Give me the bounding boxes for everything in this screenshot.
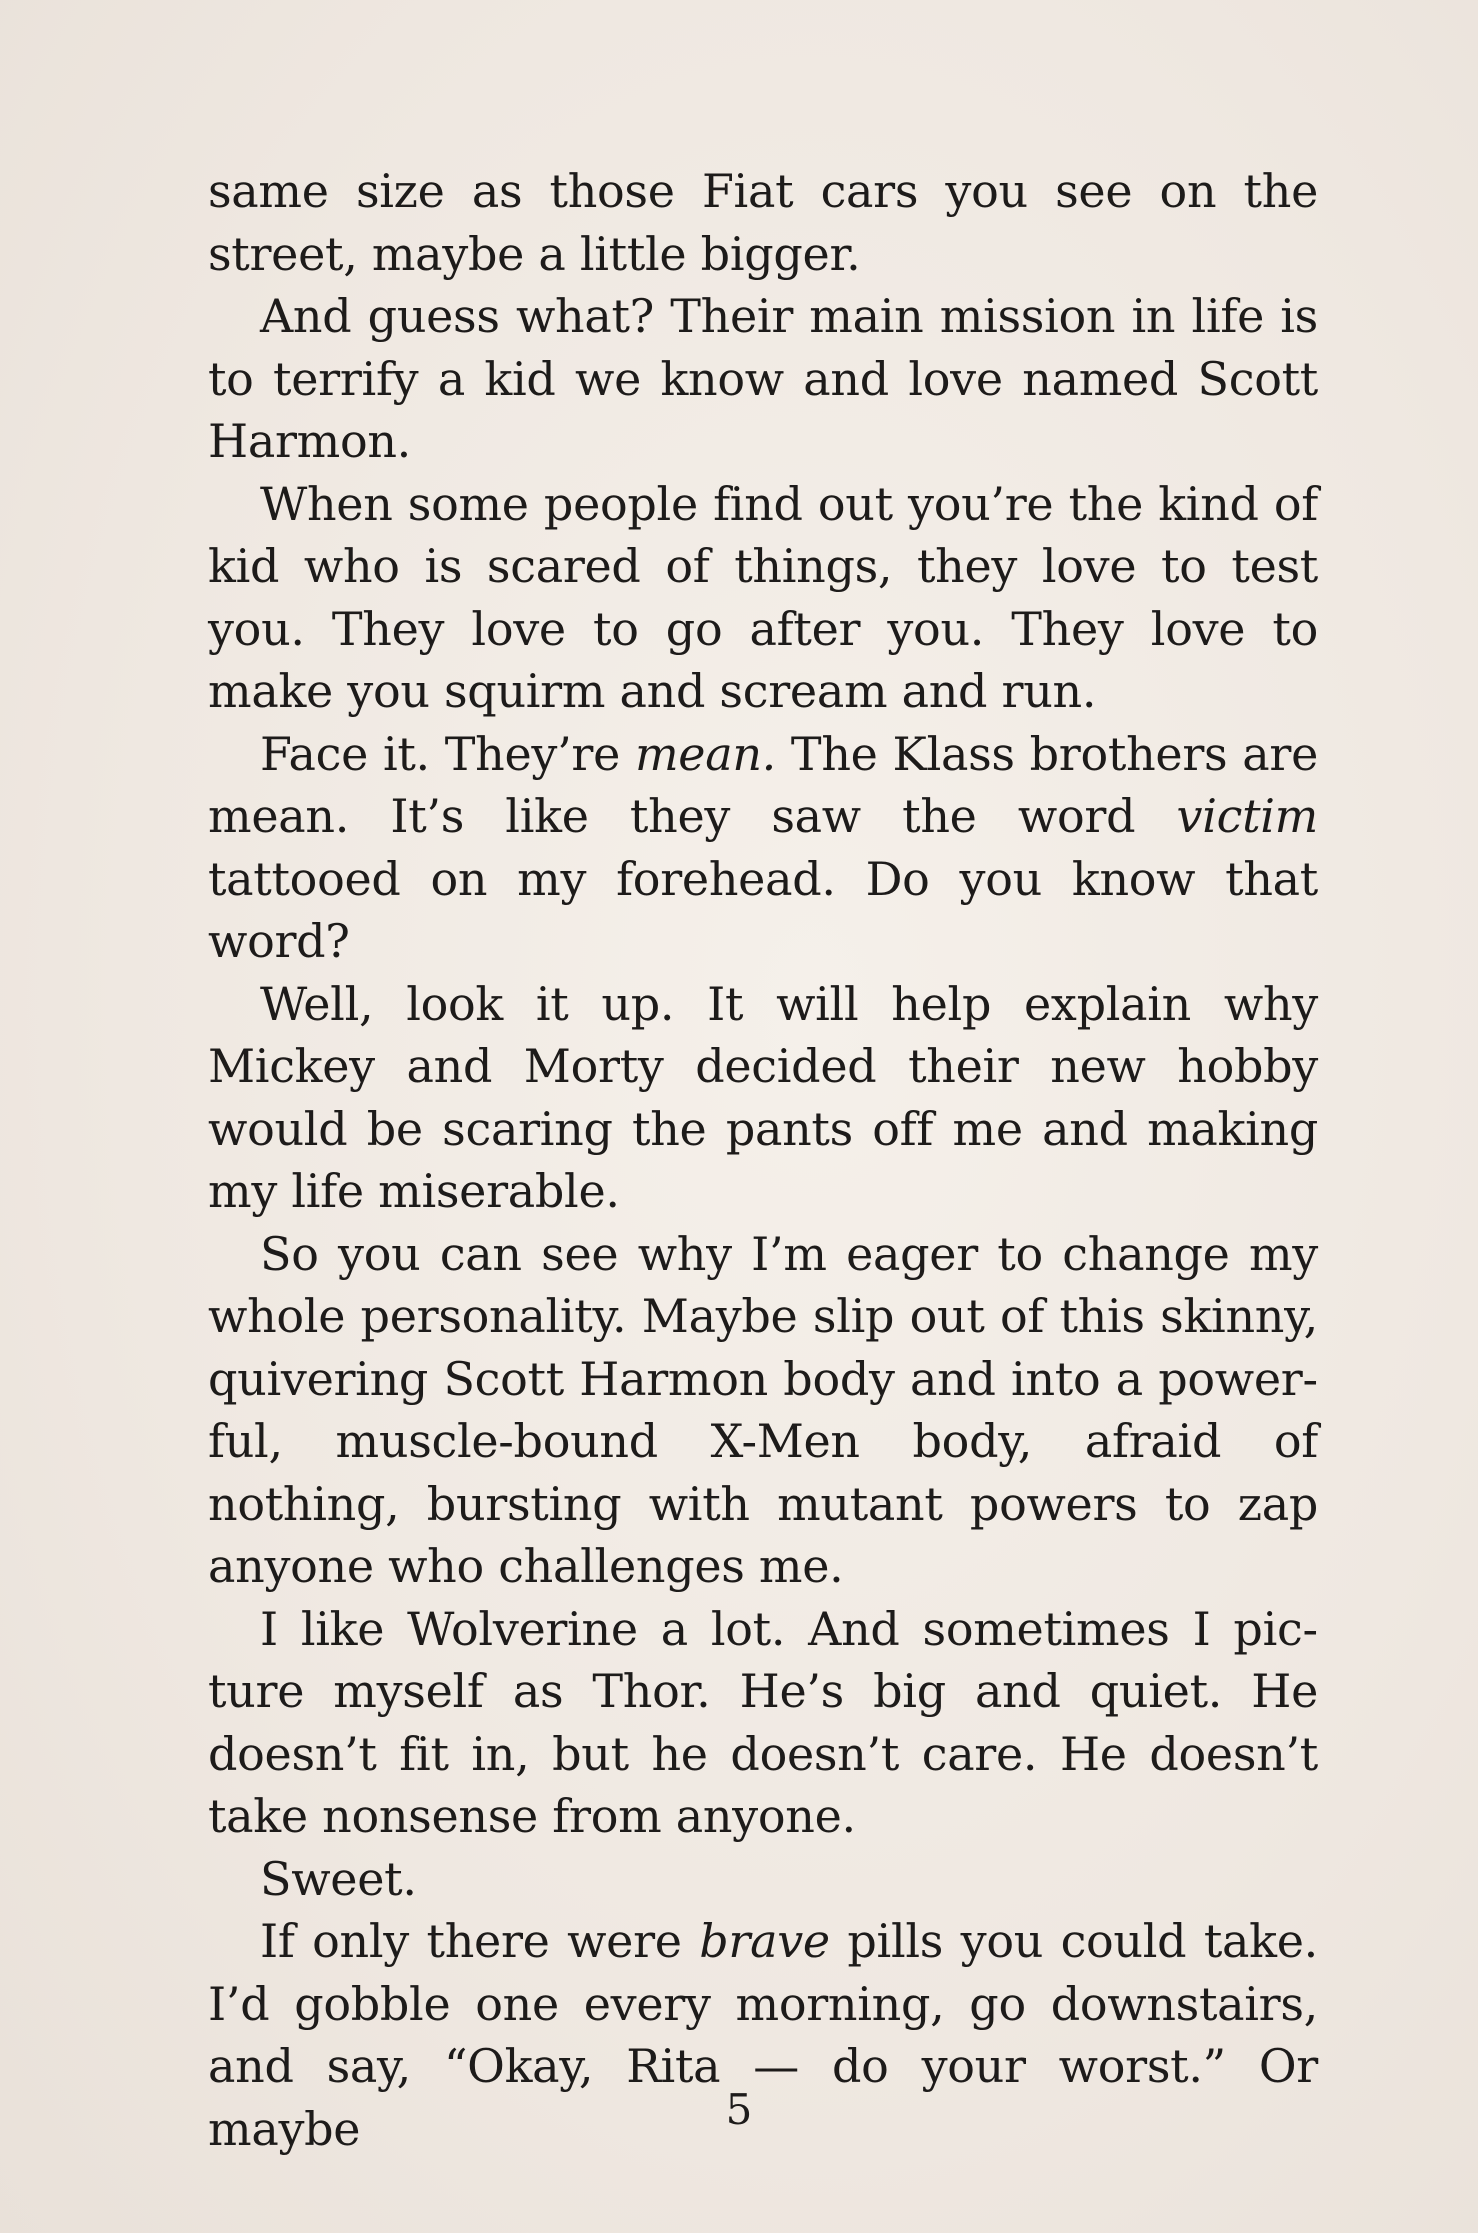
text-run: Sweet.	[260, 1851, 417, 1906]
paragraph	[208, 285, 1318, 473]
paragraph	[208, 723, 1318, 973]
paragraph	[208, 1848, 1318, 1911]
text-run: pills you could take. I’d gobble one every morning, go downstairs, and say, “Okay, Rita — do your worst.” Or maybe	[208, 1914, 1318, 2156]
italic-text: victim	[1176, 789, 1318, 843]
text-run: The Klass brothers are mean. It’s like they saw the word	[208, 726, 1318, 843]
paragraph	[208, 160, 1318, 285]
text-run: I like Wolverine a lot. And sometimes I picture myself as Thor. He’s big and quiet. He doesn’t fit in, but he doesn’t care. He doesn’t take nonsense from anyone.	[208, 1601, 1318, 1843]
text-run: When some people find out you’re the kind of kid who is scared of things, they love to test you. They love to go after you. They love to make you squirm and scream and run.	[208, 476, 1318, 718]
text-run: So you can see why I’m eager to change my whole personality. Maybe slip out of this skinny, quivering Scott Harmon body and into a powerful, muscle-bound X-Men body, afraid of nothing, bursting with mutant powers to zap anyone who challenges me.	[208, 1226, 1318, 1593]
body-text	[208, 160, 1318, 2160]
text-run: If only there were	[260, 1914, 700, 1968]
text-run: Well, look it up. It will help explain why Mickey and Morty decided their new hobby would be scaring the pants off me and making my life miserable.	[208, 976, 1318, 1218]
paragraph	[208, 973, 1318, 1223]
page-number: 5	[725, 2085, 753, 2134]
text-run: Face it. They’re	[260, 726, 635, 781]
paragraph	[208, 473, 1318, 723]
italic-text: mean.	[634, 726, 776, 781]
text-run: tattooed on my forehead. Do you know that word?	[208, 851, 1318, 968]
text-run: And guess what? Their main mission in life is to terrify a kid we know and love named Scott Harmon.	[208, 289, 1318, 468]
text-run: same size as those Fiat cars you see on the street, maybe a little bigger.	[208, 164, 1318, 281]
paragraph	[208, 1598, 1318, 1848]
paragraph	[208, 1223, 1318, 1598]
italic-text: brave	[699, 1914, 830, 1968]
